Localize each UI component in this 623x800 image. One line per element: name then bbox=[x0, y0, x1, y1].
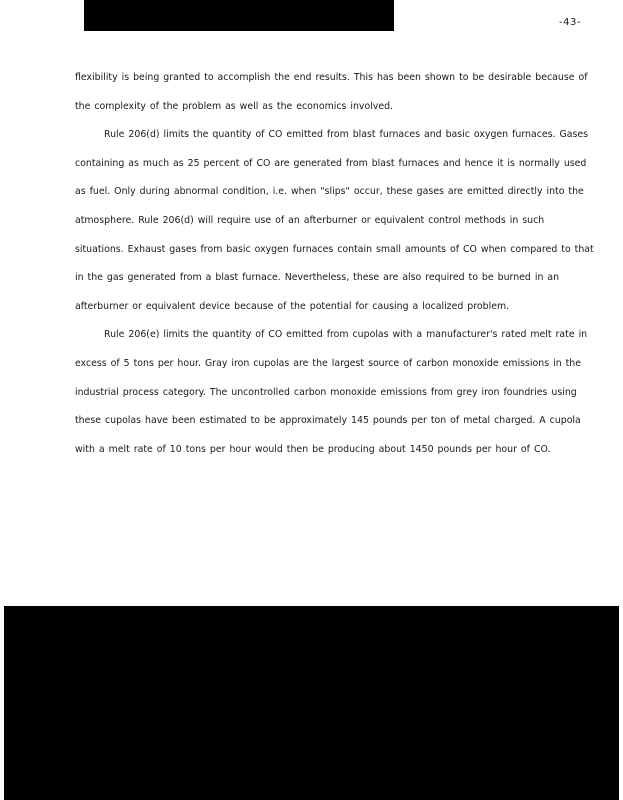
redaction-bar-top bbox=[84, 0, 394, 31]
page-number: -43- bbox=[559, 17, 581, 28]
paragraph-rule-206e: Rule 206(e) limits the quantity of CO emitted from cupolas with a manufacturer's rated melt rate in excess of 5 tons per hour. Gray iron cupolas are the largest source of carbon monoxide emissions in the industrial process category. The uncontrolled carbon monoxide emissions from grey iron foundries using these cupolas have been estimated to be approximately 145 pounds per ton of metal charged. A cupola with a melt rate of 10 tons per hour would then be producing about 1450 pounds per hour of CO. bbox=[75, 329, 588, 455]
document-body bbox=[75, 64, 595, 464]
paragraph-continued: flexibility is being granted to accomplish the end results. This has been shown to be desirable because of the complexity of the problem as well as the economics involved. bbox=[75, 72, 588, 112]
paragraph-rule-206d: Rule 206(d) limits the quantity of CO emitted from blast furnaces and basic oxygen furnaces. Gases containing as much as 25 percent of CO are generated from blast furnaces and hence it is normally used as fuel. Only during abnormal condition, i.e. when "slips" occur, these gases are emitted directly into the atmosphere. Rule 206(d) will require use of an afterburner or equivalent control methods in such situations. Exhaust gases from basic oxygen furnaces contain small amounts of CO when compared to that in the gas generated from a blast furnace. Nevertheless, these are also required to be burned in an afterburner or equivalent device because of the potential for causing a localized problem. bbox=[75, 129, 594, 312]
redaction-bar-bottom bbox=[4, 606, 619, 800]
